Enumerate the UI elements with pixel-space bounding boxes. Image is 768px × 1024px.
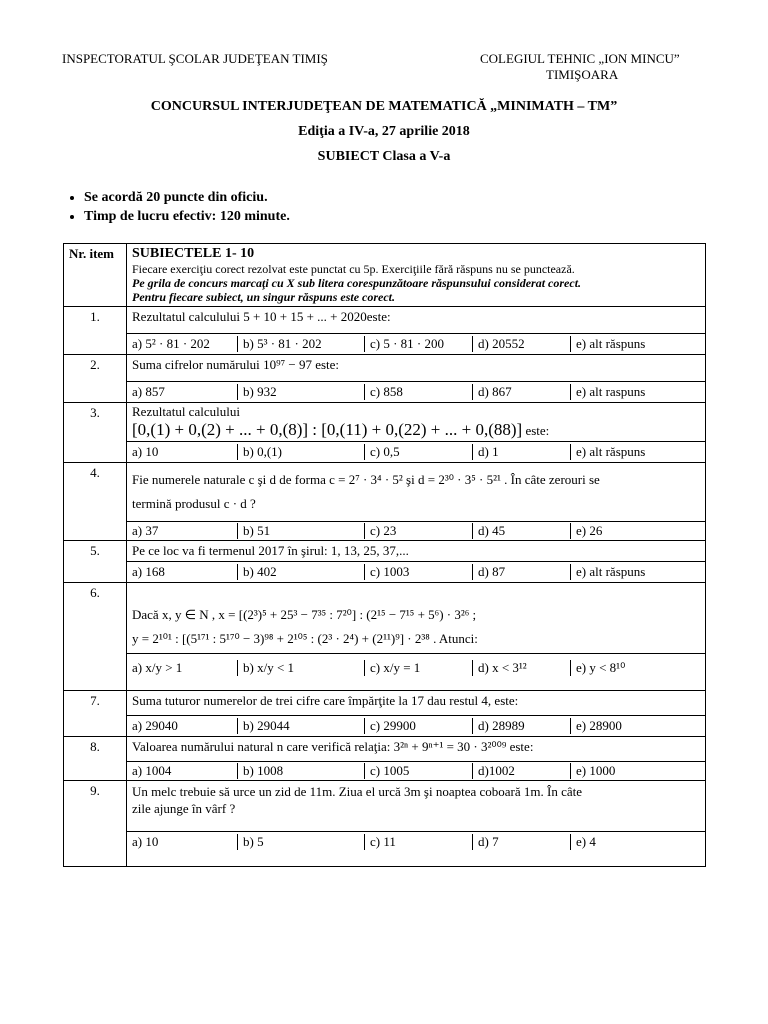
options-row [64,716,706,737]
option-d[interactable]: d) x < 3¹² [472,660,570,676]
rule-item: • Se acordă 20 puncte din oficiu. [84,188,290,207]
option-c[interactable]: c) 29900 [364,718,472,734]
option-d[interactable]: d) 87 [472,564,570,580]
option-a[interactable]: a) 168 [132,564,165,579]
inspectorate-header: INSPECTORATUL ŞCOLAR JUDEŢEAN TIMIŞ [62,51,328,66]
question-text [127,355,706,382]
option-a[interactable]: a) x/y > 1 [132,660,183,675]
question-line: termină produsul c · d ? [132,496,256,511]
option-c[interactable]: c) x/y = 1 [364,660,472,676]
option-c[interactable]: c) 1003 [364,564,472,580]
option-a[interactable]: a) 10 [132,444,159,459]
options-cell [127,832,706,867]
question-line: Fie numerele naturale c şi d de forma c = 2⁷ · 3⁴ · 5² şi d = 2³⁰ · 3⁵ · 5²¹ . În câte zerouri se [132,472,600,487]
options-row [64,382,706,403]
option-a[interactable]: a) 5² · 81 · 202 [132,336,210,351]
options-cell [127,716,706,737]
item-number: 6. [64,583,127,691]
option-d[interactable]: d) 867 [472,384,570,400]
option-c[interactable]: c) 858 [364,384,472,400]
option-e[interactable]: e) 1000 [570,763,680,779]
option-b[interactable]: b) x/y < 1 [237,660,364,676]
question-line: zile ajunge în vârf ? [132,801,236,816]
scoring-note: Fiecare exerciţiu corect rezolvat este punctat cu 5p. Exerciţiile fără răspuns nu se punctează. [132,262,575,276]
option-e[interactable]: e) 28900 [570,718,680,734]
option-e[interactable]: e) y < 8¹⁰ [570,660,680,676]
item-number: 1. [64,307,127,355]
edition-line: Ediţia a IV-a, 27 aprilie 2018 [298,124,470,139]
option-e[interactable]: e) 4 [570,834,680,850]
options-cell [127,334,706,355]
option-c[interactable]: c) 0,5 [364,444,472,460]
option-d[interactable]: d)1002 [472,763,570,779]
option-a[interactable]: a) 10 [132,834,159,849]
option-e[interactable]: e) alt raspuns [570,384,680,400]
option-d[interactable]: d) 7 [472,834,570,850]
options-row [64,654,706,691]
contest-title: CONCURSUL INTERJUDEŢEAN DE MATEMATICĂ „MINIMATH – TM” [150,99,618,114]
question-text: Pe ce loc va fi termenul 2017 în şirul: 1, 13, 25, 37,... [127,541,706,562]
options-cell [127,522,706,541]
item-number: 3. [64,403,127,463]
option-b[interactable]: b) 5³ · 81 · 202 [237,336,364,352]
option-e[interactable]: e) alt răspuns [570,564,680,580]
question-text [127,307,706,334]
school-header [480,51,710,83]
options-row [64,334,706,355]
question-row [64,737,706,762]
option-e[interactable]: e) alt răspuns [570,444,680,460]
math-expression: 10⁹⁷ − 97 [263,357,312,372]
options-cell [127,654,706,691]
options-row [64,762,706,781]
question-prefix: Suma cifrelor numărului [132,357,260,372]
school-city: TIMIŞOARA [546,67,619,82]
question-line: Un melc trebuie să urce un zid de 11m. Ziua el urcă 3m şi noaptea coboară 1m. În câte [132,784,583,799]
question-row [64,463,706,522]
option-c[interactable]: c) 5 · 81 · 200 [364,336,472,352]
option-c[interactable]: c) 23 [364,523,472,539]
question-row [64,541,706,562]
option-a[interactable]: a) 857 [132,384,165,399]
question-suffix: este: [525,423,550,438]
options-row [64,442,706,463]
item-number: 7. [64,691,127,737]
option-a[interactable]: a) 37 [132,523,159,538]
options-row [64,562,706,583]
rule-item: • Timp de lucru efectiv: 120 minute. [84,207,290,226]
option-b[interactable]: b) 51 [237,523,364,539]
option-b[interactable]: b) 932 [237,384,364,400]
option-b[interactable]: b) 402 [237,564,364,580]
question-text [127,583,706,654]
option-e[interactable]: e) 26 [570,523,680,539]
single-answer-note: Pentru fiecare subiect, un singur răspuns este corect. [132,290,396,304]
question-row [64,691,706,716]
option-b[interactable]: b) 5 [237,834,364,850]
section-title: SUBIECTELE 1- 10 [132,246,255,261]
option-b[interactable]: b) 29044 [237,718,364,734]
question-prefix: Rezultatul calculului [132,404,240,419]
options-cell [127,442,706,463]
question-text [127,403,706,442]
question-line: Dacă x, y ∈ N , x = [(2³)⁵ + 25³ − 7³⁵ : 7²⁰] : (2¹⁵ − 7¹⁵ + 5⁶) · 3²⁶ ; [132,607,477,622]
rules-list [62,188,290,226]
question-row [64,781,706,832]
options-row [64,522,706,541]
question-prefix: Rezultatul calculului [132,309,240,324]
item-number: 8. [64,737,127,781]
question-row [64,355,706,382]
question-row [64,403,706,442]
question-text: Suma tuturor numerelor de trei cifre care împărţite la 17 dau restul 4, este: [127,691,706,716]
questions-table [63,243,706,867]
question-suffix: este: [315,357,340,372]
options-cell [127,382,706,403]
item-number: 2. [64,355,127,403]
options-cell [127,762,706,781]
options-cell [127,562,706,583]
question-suffix: este: [366,309,391,324]
math-expression: [0,(1) + 0,(2) + ... + 0,(8)] : [0,(11) + 0,(22) + ... + 0,(88)] [132,420,523,439]
option-b[interactable]: b) 1008 [237,763,364,779]
subject-line: SUBIECT Clasa a V-a [317,149,451,164]
table-header-cell [127,244,706,307]
item-number: 5. [64,541,127,583]
question-text [127,463,706,522]
option-a[interactable]: a) 1004 [132,763,172,778]
question-row [64,583,706,654]
option-d[interactable]: d) 45 [472,523,570,539]
option-c[interactable]: c) 11 [364,834,472,850]
question-text: Valoarea numărului natural n care verifică relaţia: 3²ⁿ + 9ⁿ⁺¹ = 30 · 3²⁰⁰⁹ este: [127,737,706,762]
option-e[interactable]: e) alt răspuns [570,336,680,352]
table-header-row [64,244,706,307]
option-c[interactable]: c) 1005 [364,763,472,779]
question-line: y = 2¹⁰¹ : [(5¹⁷¹ : 5¹⁷⁰ − 3)⁹⁸ + 2¹⁰⁵ : (2³ · 2⁴) + (2¹¹)⁹] · 2³⁸ . Atunci: [132,631,478,646]
instruction-note: Pe grila de concurs marcaţi cu X sub litera corespunzătoare răspunsului considerat corect. [132,276,582,290]
question-text [127,781,706,832]
option-a[interactable]: a) 29040 [132,718,178,733]
option-d[interactable]: d) 1 [472,444,570,460]
options-row [64,832,706,867]
option-d[interactable]: d) 28989 [472,718,570,734]
school-name: COLEGIUL TEHNIC „ION MINCU” [480,51,680,66]
item-number: 4. [64,463,127,541]
option-d[interactable]: d) 20552 [472,336,570,352]
option-b[interactable]: b) 0,(1) [237,444,364,460]
item-number: 9. [64,781,127,867]
question-row [64,307,706,334]
math-expression: 5 + 10 + 15 + ... + 2020 [243,309,367,324]
column-header-nr: Nr. item [64,244,127,307]
